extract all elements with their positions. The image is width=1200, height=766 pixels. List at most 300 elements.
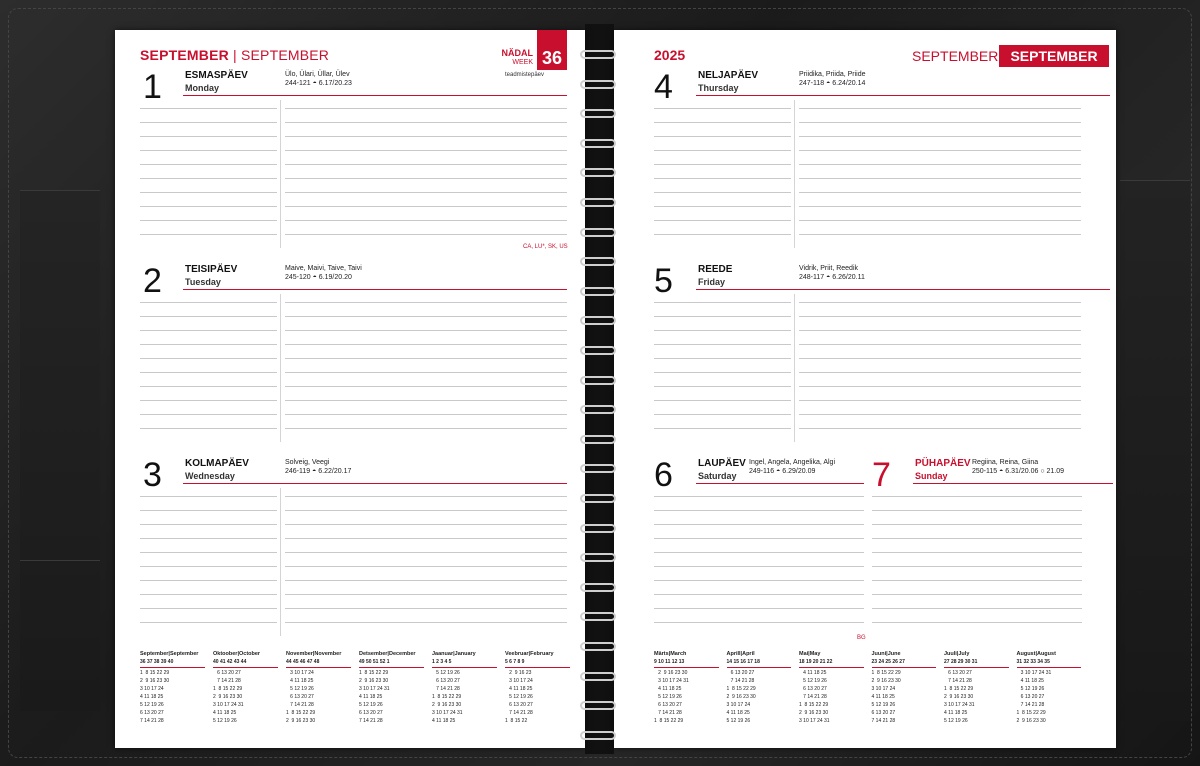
mini-calendar-row: 1 8 15 22 29 — [871, 670, 901, 676]
mini-calendar-row: 4 11 18 25 — [359, 694, 383, 700]
rule-line — [285, 220, 567, 221]
mini-calendar-row: 2 9 16 23 30 — [359, 678, 389, 684]
mini-calendar-row: 3 10 17 24 — [726, 702, 751, 708]
mini-calendar-row: 1 8 15 22 29 — [213, 686, 243, 692]
mini-calendar-title: Aprill|April — [726, 651, 755, 657]
rule-line — [140, 400, 277, 401]
day-underline — [183, 289, 567, 290]
mini-calendar-weeks: 49 50 51 52 1 — [359, 658, 424, 668]
day-of-year-sun-times: 244-121 ◓ 6.17/20.23 — [285, 80, 352, 87]
rule-line — [654, 524, 864, 525]
mini-calendar-weeks: 5 6 7 8 9 — [505, 658, 570, 668]
column-divider — [280, 100, 281, 248]
mini-calendar-weeks: 23 24 25 26 27 — [872, 658, 937, 668]
spiral-ring — [580, 80, 616, 89]
mini-calendar-row: 6 13 20 27 — [726, 670, 755, 676]
rule-line — [799, 178, 1081, 179]
rule-line — [285, 136, 567, 137]
rule-line — [654, 302, 791, 303]
rule-line — [140, 566, 277, 567]
rule-line — [654, 206, 791, 207]
mini-calendar-row: 3 10 17 24 31 — [799, 718, 830, 724]
rule-line — [654, 622, 864, 623]
rule-line — [799, 428, 1081, 429]
week-label — [500, 48, 533, 68]
day-of-year-sun-times: 248-117 ◓ 6.26/20.11 — [799, 274, 865, 281]
mini-calendar-row: 6 13 20 27 — [359, 710, 383, 716]
rule-line — [140, 234, 277, 235]
mini-calendar-row: 1 8 15 22 29 — [359, 670, 389, 676]
mini-calendar-row: 3 10 17 24 31 — [213, 702, 244, 708]
spiral-ring — [580, 642, 616, 651]
rule-line — [140, 164, 277, 165]
name-day-names: Vidrik, Priit, Reedik — [799, 265, 859, 272]
mini-calendar-row: 7 14 21 28 — [726, 678, 755, 684]
mini-calendar-row: 7 14 21 28 — [1016, 702, 1045, 708]
day-name-en: Monday — [185, 83, 220, 93]
rule-line — [799, 372, 1081, 373]
rule-line — [654, 344, 791, 345]
day-name: REEDE — [698, 264, 733, 275]
rule-line — [654, 316, 791, 317]
mini-calendar-row: 6 13 20 27 — [944, 670, 972, 676]
rule-line — [140, 580, 277, 581]
mini-calendar-row: 2 9 16 23 30 — [1016, 718, 1046, 724]
mini-calendar-title: August|August — [1016, 651, 1056, 657]
rule-line — [140, 108, 277, 109]
rule-line — [654, 150, 791, 151]
spiral-ring — [580, 405, 616, 414]
rule-line — [140, 524, 277, 525]
rule-line — [654, 164, 791, 165]
mini-calendar-weeks: 18 19 20 21 22 — [799, 658, 864, 668]
mini-calendar-weeks: 44 45 46 47 48 — [286, 658, 351, 668]
rule-line — [140, 622, 277, 623]
day-underline — [696, 289, 1110, 290]
rule-line — [140, 178, 277, 179]
rule-line — [654, 178, 791, 179]
rule-line — [654, 552, 864, 553]
month-label-en: SEPTEMBER — [240, 47, 330, 63]
rule-line — [654, 386, 791, 387]
rule-line — [285, 344, 567, 345]
rule-line — [654, 358, 791, 359]
rule-line — [140, 538, 277, 539]
mini-calendar-row: 5 12 19 26 — [726, 718, 751, 724]
rule-line — [285, 594, 567, 595]
mini-calendar-row: 7 14 21 28 — [432, 686, 460, 692]
rule-line — [654, 538, 864, 539]
mini-calendar-weeks: 36 37 38 39 40 — [140, 658, 205, 668]
mini-calendar — [359, 650, 424, 725]
spiral-ring — [580, 435, 616, 444]
rule-line — [799, 192, 1081, 193]
spiral-ring — [580, 139, 616, 148]
rule-line — [872, 622, 1082, 623]
rule-line — [654, 400, 791, 401]
day-underline — [696, 483, 864, 484]
mini-calendar-row: 2 9 16 23 30 — [654, 670, 688, 676]
mini-calendar-row: 4 11 18 25 — [1016, 678, 1044, 684]
rule-line — [285, 496, 567, 497]
mini-calendar-row: 1 8 15 22 29 — [1016, 710, 1046, 716]
country-holidays: CA, LU*, SK, US — [523, 244, 568, 250]
mini-calendar-row: 4 11 18 25 — [799, 670, 827, 676]
rule-line — [140, 220, 277, 221]
rule-line — [140, 122, 277, 123]
rule-line — [285, 206, 567, 207]
holiday-note: teadmistepäev — [505, 72, 545, 78]
rule-line — [799, 316, 1081, 317]
day-name: KOLMAPÄEV — [185, 458, 249, 469]
rule-line — [799, 206, 1081, 207]
rule-line — [799, 122, 1081, 123]
mini-calendar-row: 7 14 21 28 — [871, 718, 896, 724]
rule-line — [285, 316, 567, 317]
rule-line — [654, 414, 791, 415]
rule-line — [140, 344, 277, 345]
mini-calendar-row: 2 9 16 23 30 — [726, 694, 756, 700]
rule-line — [285, 122, 567, 123]
mini-calendar — [432, 650, 497, 725]
rule-line — [285, 150, 567, 151]
mini-calendar-row: 6 13 20 27 — [213, 670, 241, 676]
mini-calendar-row: 3 10 17 24 31 — [1016, 670, 1052, 676]
day-number: 3 — [143, 456, 162, 494]
day-name: LAUPÄEV — [698, 458, 746, 469]
rule-line — [799, 234, 1081, 235]
rule-line — [140, 330, 277, 331]
mini-calendar — [654, 650, 719, 725]
name-day-names: Regiina, Reina, Giina — [972, 459, 1039, 466]
rule-line — [654, 234, 791, 235]
day-name-en: Saturday — [698, 471, 737, 481]
mini-calendar-row: 2 9 16 23 30 — [140, 678, 170, 684]
day-of-year-sun-times: 245-120 ◓ 6.19/20.20 — [285, 274, 352, 281]
mini-calendar-weeks: 14 15 16 17 18 — [727, 658, 792, 668]
rule-line — [285, 622, 567, 623]
mini-calendar-row: 2 9 16 23 30 — [799, 710, 829, 716]
day-number: 7 — [872, 456, 891, 494]
rule-line — [285, 566, 567, 567]
rule-line — [872, 566, 1082, 567]
mini-calendar-row: 4 11 18 25 — [140, 694, 164, 700]
rule-line — [140, 136, 277, 137]
rule-line — [140, 358, 277, 359]
spiral-ring — [580, 464, 616, 473]
mini-calendar — [1017, 650, 1082, 725]
column-divider — [794, 294, 795, 442]
rule-line — [654, 496, 864, 497]
rule-line — [140, 386, 277, 387]
mini-calendar-row: 6 13 20 27 — [654, 702, 682, 708]
rule-line — [140, 316, 277, 317]
mini-calendar-row: 5 12 19 26 — [654, 694, 682, 700]
mini-calendar-weeks: 9 10 11 12 13 — [654, 658, 719, 668]
mini-calendar-row: 5 12 19 26 — [432, 670, 460, 676]
mini-calendar-row: 7 14 21 28 — [944, 678, 972, 684]
rule-line — [872, 496, 1082, 497]
mini-calendar-title: November|November — [286, 651, 342, 657]
mini-calendar-row: 6 13 20 27 — [505, 702, 533, 708]
spiral-ring — [580, 257, 616, 266]
rule-line — [285, 538, 567, 539]
rule-line — [285, 510, 567, 511]
month-label-en-badge: SEPTEMBER — [999, 45, 1109, 67]
mini-calendar-title: Juuni|June — [871, 651, 901, 657]
left-page — [115, 30, 585, 748]
mini-calendar-row: 6 13 20 27 — [1016, 694, 1045, 700]
mini-calendar-row: 7 14 21 28 — [799, 694, 827, 700]
week-label-en: WEEK — [512, 59, 533, 66]
rule-line — [140, 496, 277, 497]
mini-calendar-row: 7 14 21 28 — [140, 718, 164, 724]
mini-calendar-row: 6 13 20 27 — [140, 710, 164, 716]
day-name-en: Thursday — [698, 83, 739, 93]
mini-calendar — [140, 650, 205, 725]
mini-calendar-title: Mai|May — [799, 651, 821, 657]
day-name-en: Sunday — [915, 471, 948, 481]
right-inner-pocket — [1120, 180, 1190, 721]
rule-line — [799, 108, 1081, 109]
mini-calendar-title: Detsember|December — [359, 651, 416, 657]
rule-line — [140, 552, 277, 553]
rule-line — [140, 206, 277, 207]
mini-calendar-row: 5 12 19 26 — [213, 718, 237, 724]
mini-calendar-row: 5 12 19 26 — [359, 702, 383, 708]
mini-calendar — [727, 650, 792, 725]
rule-line — [140, 510, 277, 511]
rule-line — [799, 386, 1081, 387]
mini-calendar-row: 3 10 17 24 — [286, 670, 314, 676]
day-name: PÜHAPÄEV — [915, 458, 971, 469]
mini-calendar — [505, 650, 570, 725]
mini-calendar-row: 1 8 15 22 29 — [286, 710, 316, 716]
spiral-ring — [580, 583, 616, 592]
mini-calendar-row: 6 13 20 27 — [799, 686, 827, 692]
rule-line — [654, 122, 791, 123]
day-underline — [913, 483, 1113, 484]
mini-calendar-row: 7 14 21 28 — [213, 678, 241, 684]
rule-line — [799, 136, 1081, 137]
left-card-slot — [20, 560, 100, 681]
mini-calendar-title: Jaanuar|January — [432, 651, 476, 657]
mini-calendar-row: 4 11 18 25 — [213, 710, 237, 716]
rule-line — [285, 400, 567, 401]
mini-calendar-weeks: 27 28 29 30 31 — [944, 658, 1009, 668]
rule-line — [140, 372, 277, 373]
rule-line — [872, 552, 1082, 553]
mini-calendar-row: 2 9 16 23 30 — [286, 718, 316, 724]
spiral-ring — [580, 376, 616, 385]
day-underline — [696, 95, 1110, 96]
mini-calendar — [872, 650, 937, 725]
rule-line — [285, 234, 567, 235]
mini-calendar-row: 3 10 17 24 31 — [944, 702, 975, 708]
name-day-names: Solveig, Veegi — [285, 459, 330, 466]
day-number: 6 — [654, 456, 673, 494]
name-day-names: Priidika, Priida, Priide — [799, 71, 866, 78]
rule-line — [799, 358, 1081, 359]
day-name-en: Tuesday — [185, 277, 221, 287]
mini-calendar-row: 2 9 16 23 30 — [213, 694, 243, 700]
rule-line — [872, 594, 1082, 595]
mini-calendar-row: 3 10 17 24 — [505, 678, 533, 684]
mini-calendar-row: 1 8 15 22 29 — [944, 686, 974, 692]
country-holidays: BG — [857, 635, 866, 641]
rule-line — [285, 552, 567, 553]
day-name-en: Friday — [698, 277, 726, 287]
mini-calendar-row: 1 8 15 22 — [505, 718, 528, 724]
rule-line — [285, 358, 567, 359]
rule-line — [654, 136, 791, 137]
mini-calendar-row: 6 13 20 27 — [286, 694, 314, 700]
spiral-ring — [580, 50, 616, 59]
day-of-year-sun-times: 250-115 ◓ 6.31/20.06 ○ 21.09 — [972, 468, 1065, 475]
rule-line — [285, 414, 567, 415]
day-name: NELJAPÄEV — [698, 70, 759, 81]
mini-calendar-row: 5 12 19 26 — [286, 686, 314, 692]
day-underline — [183, 483, 567, 484]
rule-line — [285, 580, 567, 581]
mini-calendar-row: 5 12 19 26 — [871, 702, 896, 708]
spiral-ring — [580, 524, 616, 533]
rule-line — [285, 386, 567, 387]
rule-line — [285, 302, 567, 303]
rule-line — [654, 594, 864, 595]
rule-line — [140, 608, 277, 609]
mini-calendar-row: 2 9 16 23 30 — [944, 694, 974, 700]
rule-line — [799, 302, 1081, 303]
rule-line — [140, 150, 277, 151]
day-number: 2 — [143, 262, 162, 300]
rule-line — [799, 164, 1081, 165]
spiral-ring — [580, 494, 616, 503]
mini-calendar-row: 4 11 18 25 — [505, 686, 533, 692]
mini-calendar-title: Oktoober|October — [213, 651, 261, 657]
rule-line — [654, 372, 791, 373]
mini-calendar-row: 3 10 17 24 31 — [432, 710, 463, 716]
mini-calendar-title: September|September — [140, 651, 199, 657]
rule-line — [799, 330, 1081, 331]
rule-line — [872, 538, 1082, 539]
day-number: 1 — [143, 68, 162, 106]
spiral-ring — [580, 553, 616, 562]
day-of-year-sun-times: 249-116 ◓ 6.29/20.09 — [749, 468, 816, 475]
rule-line — [285, 178, 567, 179]
column-divider — [794, 100, 795, 248]
rule-line — [285, 524, 567, 525]
name-day-names: Ingel, Angela, Angelika, Algi — [749, 459, 836, 466]
mini-calendar-row: 4 11 18 25 — [944, 710, 968, 716]
mini-calendar-row: 1 8 15 22 29 — [799, 702, 829, 708]
rule-line — [285, 608, 567, 609]
mini-calendar-title: Märts|March — [654, 651, 687, 657]
spiral-ring — [580, 672, 616, 681]
mini-calendar-row: 5 12 19 26 — [799, 678, 827, 684]
mini-calendar-row: 5 12 19 26 — [140, 702, 164, 708]
spiral-ring — [580, 612, 616, 621]
rule-line — [654, 608, 864, 609]
mini-calendar — [944, 650, 1009, 725]
spiral-ring — [580, 168, 616, 177]
rule-line — [140, 594, 277, 595]
mini-calendar-row: 2 9 16 23 30 — [871, 678, 901, 684]
mini-calendar-row: 7 14 21 28 — [654, 710, 682, 716]
spiral-ring — [580, 701, 616, 710]
rule-line — [654, 510, 864, 511]
mini-calendar-row: 3 10 17 24 31 — [654, 678, 689, 684]
day-name: ESMASPÄEV — [185, 70, 248, 81]
rule-line — [654, 428, 791, 429]
rule-line — [140, 414, 277, 415]
mini-calendar-row: 6 13 20 27 — [871, 710, 896, 716]
column-divider — [280, 488, 281, 636]
mini-calendar-weeks: 31 32 33 34 35 — [1017, 658, 1082, 668]
spiral-ring — [580, 316, 616, 325]
mini-calendar-row: 3 10 17 24 — [140, 686, 164, 692]
mini-calendar-row: 5 12 19 26 — [505, 694, 533, 700]
day-underline — [183, 95, 567, 96]
mini-calendar-row: 4 11 18 25 — [871, 694, 895, 700]
mini-calendar-row: 1 8 15 22 29 — [432, 694, 462, 700]
week-number-badge: 36 — [537, 30, 567, 70]
mini-calendar-row: 6 13 20 27 — [432, 678, 460, 684]
mini-calendar — [286, 650, 351, 725]
spiral-ring — [580, 346, 616, 355]
rule-line — [872, 510, 1082, 511]
mini-calendar-row: 4 11 18 25 — [726, 710, 750, 716]
mini-calendar-weeks: 1 2 3 4 5 — [432, 658, 497, 668]
right-page — [614, 30, 1116, 748]
rule-line — [799, 220, 1081, 221]
mini-calendar-row: 5 12 19 26 — [944, 718, 968, 724]
month-label: SEPTEMBER — [912, 48, 999, 64]
mini-calendar-row: 1 8 15 22 29 — [140, 670, 170, 676]
mini-calendar-row: 5 12 19 26 — [1016, 686, 1045, 692]
name-day-names: Maive, Maivi, Taive, Taivi — [285, 265, 362, 272]
day-number: 5 — [654, 262, 673, 300]
day-number: 4 — [654, 68, 673, 106]
spiral-ring — [580, 731, 616, 740]
rule-line — [799, 150, 1081, 151]
rule-line — [140, 192, 277, 193]
rule-line — [140, 428, 277, 429]
column-divider — [280, 294, 281, 442]
rule-line — [285, 108, 567, 109]
mini-calendar-row: 4 11 18 25 — [432, 718, 456, 724]
day-of-year-sun-times: 247-118 ◓ 6.24/20.14 — [799, 80, 866, 87]
rule-line — [799, 400, 1081, 401]
rule-line — [799, 414, 1081, 415]
rule-line — [654, 108, 791, 109]
mini-calendar-row: 7 14 21 28 — [505, 710, 533, 716]
mini-calendar-row: 3 10 17 24 — [871, 686, 896, 692]
rule-line — [799, 344, 1081, 345]
rule-line — [285, 164, 567, 165]
spiral-ring — [580, 109, 616, 118]
rule-line — [285, 428, 567, 429]
rule-line — [654, 330, 791, 331]
rule-line — [285, 192, 567, 193]
rule-line — [872, 580, 1082, 581]
spiral-ring — [580, 287, 616, 296]
day-of-year-sun-times: 246-119 ◓ 6.22/20.17 — [285, 468, 352, 475]
mini-calendar-weeks: 40 41 42 43 44 — [213, 658, 278, 668]
mini-calendar-row: 4 11 18 25 — [286, 678, 314, 684]
month-header: SEPTEMBER | SEPTEMBER — [140, 47, 330, 63]
mini-calendar — [799, 650, 864, 725]
